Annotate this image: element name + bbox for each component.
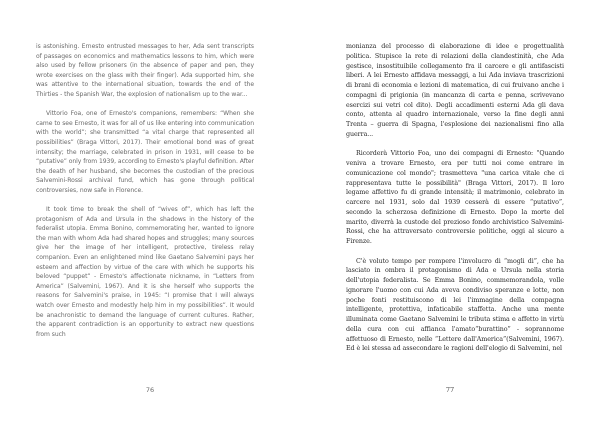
paragraph: C'è voluto tempo per rompere l'involucro di “mogli di”, che ha lasciato in ombra il protagonismo di Ada e Ursula nella storia dell'utopia federalista. Se Emma Bonino, commemorandola, volle ignorare l'uomo con cui Ada aveva condiviso speranze e lotte, non poche fonti restituiscono di lei l'immagine della compagna intelligente, protettiva, infaticabile staffetta. Anche una mente illuminata come Gaetano Salvemini le tributa stima e affetto in virtù della cura con cui affianca l'amato“burattino” - soprannome affettuoso di Ernesto, nelle “Lettere dall'America”(Salvemini, 1967). Ed è lei stessa ad assecondare le ragioni dell'elogio di Salvemini, nel — [346, 257, 564, 353]
left-page-body — [36, 42, 254, 339]
page-number: 77 — [445, 386, 455, 394]
paragraph: Vittorio Foa, one of Ernesto's companions, remembers: “When she came to see Ernesto, it was for all of us like entering into communication with the world”; she transmitted “a vital charge that represented all possibilities” (Braga Vittori, 2017). Their emotional bond was of great intensity; the marriage, celebrated in prison in 1931, will cease to be “putative” only from 1939, according to Ernesto's playful definition. After the death of her husband, she becomes the custodian of the precious Salvemini-Rossi archival fund, which has gone through political controversies, now safe in Florence. — [36, 110, 254, 194]
page-number: 76 — [145, 386, 155, 394]
paragraph: monianza del processo di elaborazione di idee e progettualità politica. Stupisce la rete di relazioni della clandestinità, che Ada gestisce, insostituibile collegamento fra il carcere e gli antifascisti liberi. A lei Ernesto affidava messaggi, a lui Ada inviava trascrizioni di brani di economia e lezioni di matematica, di cui fruivano anche i compagni di prigionia (in mancanza di carta e penna, scrivevano esercizi sui vetri col dito). Degli accadimenti esterni Ada gli dava conto, attenta al quadro internazionale, verso la fine degli anni Trenta – guerra di Spagna, l'esplosione dei nazionalismi fino alla guerra... — [346, 43, 564, 138]
paragraph: It took time to break the shell of “wives of”, which has left the protagonism of Ada and Ursula in the shadows in the history of the federalist utopia. Emma Bonino, commemorating her, wanted to ignore the man with whom Ada had shared hopes and struggles; many sources give her the image of her intelligent, protective, tireless relay companion. Even an enlightened mind like Gaetano Salvemini pays her esteem and affection by virtue of the care with which he supports his beloved “puppet” - Ernesto's affectionate nickname, in “Letters from America” (Salvemini, 1967). And it is she herself who supports the reasons for Salvemini's praise, in 1945: “I promise that I will always watch over Ernesto and modestly help him in my possibilities”. It would be anachronistic to demand the language of current cultures. Rather, the apparent contradiction is an opportunity to extract new questions from such — [36, 206, 254, 338]
paragraph: is astonishing. Ernesto entrusted messages to her, Ada sent transcripts of passages on economics and mathematics lessons to him, which were also used by fellow prisoners (in the absence of paper and pen, they wrote exercises on the glass with their finger). Ada supported him, she was attentive to the international situation, towards the end of the Thirties - the Spanish War, the explosion of nationalism up to the war... — [36, 43, 254, 98]
right-page — [300, 0, 600, 425]
right-page-body — [346, 42, 564, 354]
paragraph: Ricorderà Vittorio Foa, uno dei compagni di Ernesto: "Quando veniva a trovare Ernesto, era per tutti noi come entrare in comunicazione col mondo"; trasmetteva "una carica vitale che ci rappresentava tutte le possibilità" (Braga Vittori, 2017). Il loro legame affettivo fu di grande intensità; il matrimonio, celebrato in carcere nel 1931, solo dal 1939 cesserà di essere “putativo”, secondo la scherzosa definizione di Ernesto. Dopo la morte del marito, diverrà la custode del prezioso fondo archivistico Salvemini-Rossi, che ha attraversato controversie politiche, oggi al sicuro a Firenze. — [346, 150, 564, 245]
